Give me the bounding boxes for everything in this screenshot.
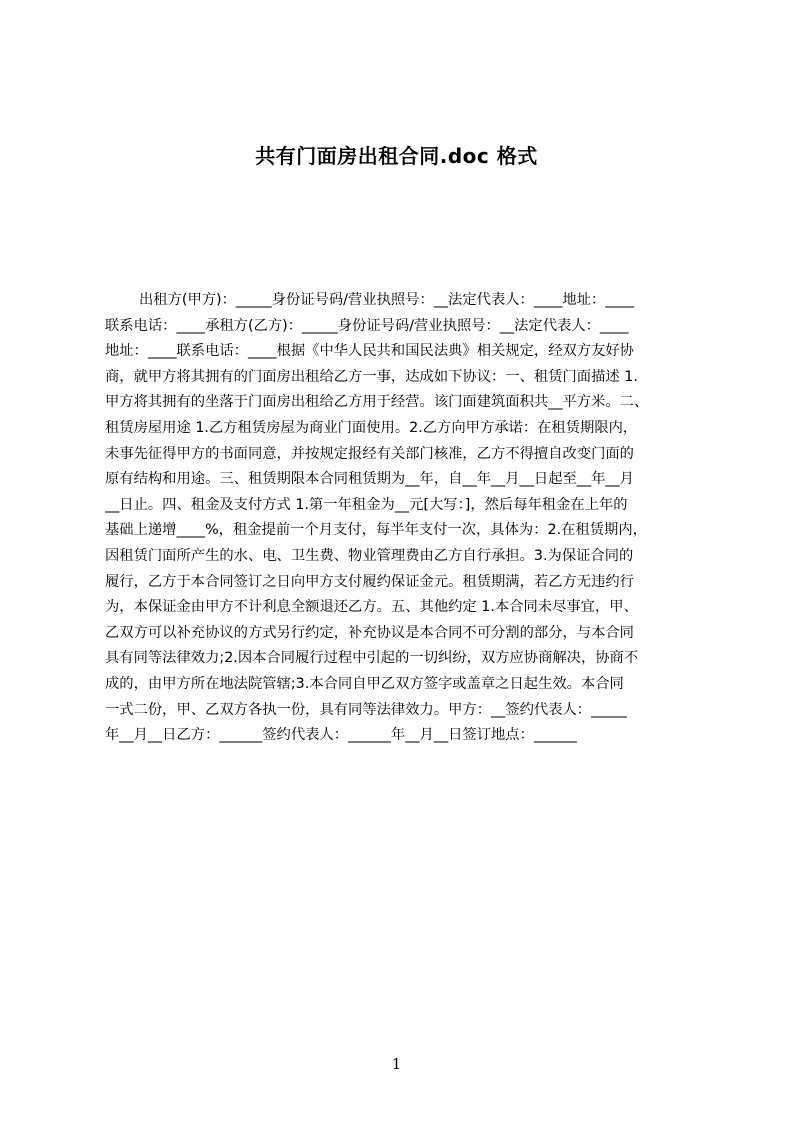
body-line: 原有结构和用途。三、租赁期限本合同租赁期为__年，自__年__月__日起至__年__月 bbox=[105, 471, 634, 488]
body-line: __日止。四、租金及支付方式 1.第一年租金为__元[大写：]，然后每年租金在上年的 bbox=[105, 496, 628, 513]
body-line: 年__月__日乙方：______签约代表人：______年__月__日签订地点：______ bbox=[105, 727, 577, 744]
body-line: 未事先征得甲方的书面同意，并按规定报经有关部门核准，乙方不得擅自改变门面的 bbox=[105, 445, 634, 462]
page-number: 1 bbox=[391, 1055, 402, 1073]
body-line: 乙双方可以补充协议的方式另行约定，补充协议是本合同不可分割的部分，与本合同 bbox=[105, 624, 634, 641]
body-line: 履行，乙方于本合同签订之日向甲方支付履约保证金元。租赁期满，若乙方无违约行 bbox=[105, 573, 634, 590]
body-line: 因租赁门面所产生的水、电、卫生费、物业管理费由乙方自行承担。3.为保证合同的 bbox=[105, 547, 634, 564]
body-line: 一式二份，甲、乙双方各执一份，具有同等法律效力。甲方：__签约代表人：_____ bbox=[105, 701, 627, 718]
body-line: 成的，由甲方所在地法院管辖;3.本合同自甲乙双方签字或盖章之日起生效。本合同 bbox=[105, 675, 624, 692]
body-line: 地址：____联系电话：____根据《中华人民共和国民法典》相关规定，经双方友好协 bbox=[105, 343, 634, 360]
body-line: 基础上递增____%，租金提前一个月支付，每半年支付一次，具体为：2.在租赁期内， bbox=[105, 522, 647, 539]
body-line: 为，本保证金由甲方不计利息全额退还乙方。五、其他约定 1.本合同未尽事宜，甲、 bbox=[105, 599, 638, 616]
body-line: 具有同等法律效力;2.因本合同履行过程中引起的一切纠纷，双方应协商解决，协商不 bbox=[105, 650, 639, 667]
contract-body bbox=[105, 288, 701, 749]
body-line: 甲方将其拥有的坐落于门面房出租给乙方用于经营。该门面建筑面积共__平方米。二、 bbox=[105, 394, 649, 411]
body-line: 联系电话：____承租方(乙方)：_____身份证号码/营业执照号：__法定代表人：____ bbox=[105, 317, 629, 334]
body-line: 出租方(甲方)：_____身份证号码/营业执照号：__法定代表人：____地址：____ bbox=[139, 292, 634, 308]
body-line: 商，就甲方将其拥有的门面房出租给乙方一事，达成如下协议：一、租赁门面描述 1. bbox=[105, 368, 638, 385]
document-title: 共有门面房出租合同.doc 格式 bbox=[255, 144, 538, 168]
body-line: 租赁房屋用途 1.乙方租赁房屋为商业门面使用。2.乙方向甲方承诺：在租赁期限内， bbox=[105, 419, 638, 436]
